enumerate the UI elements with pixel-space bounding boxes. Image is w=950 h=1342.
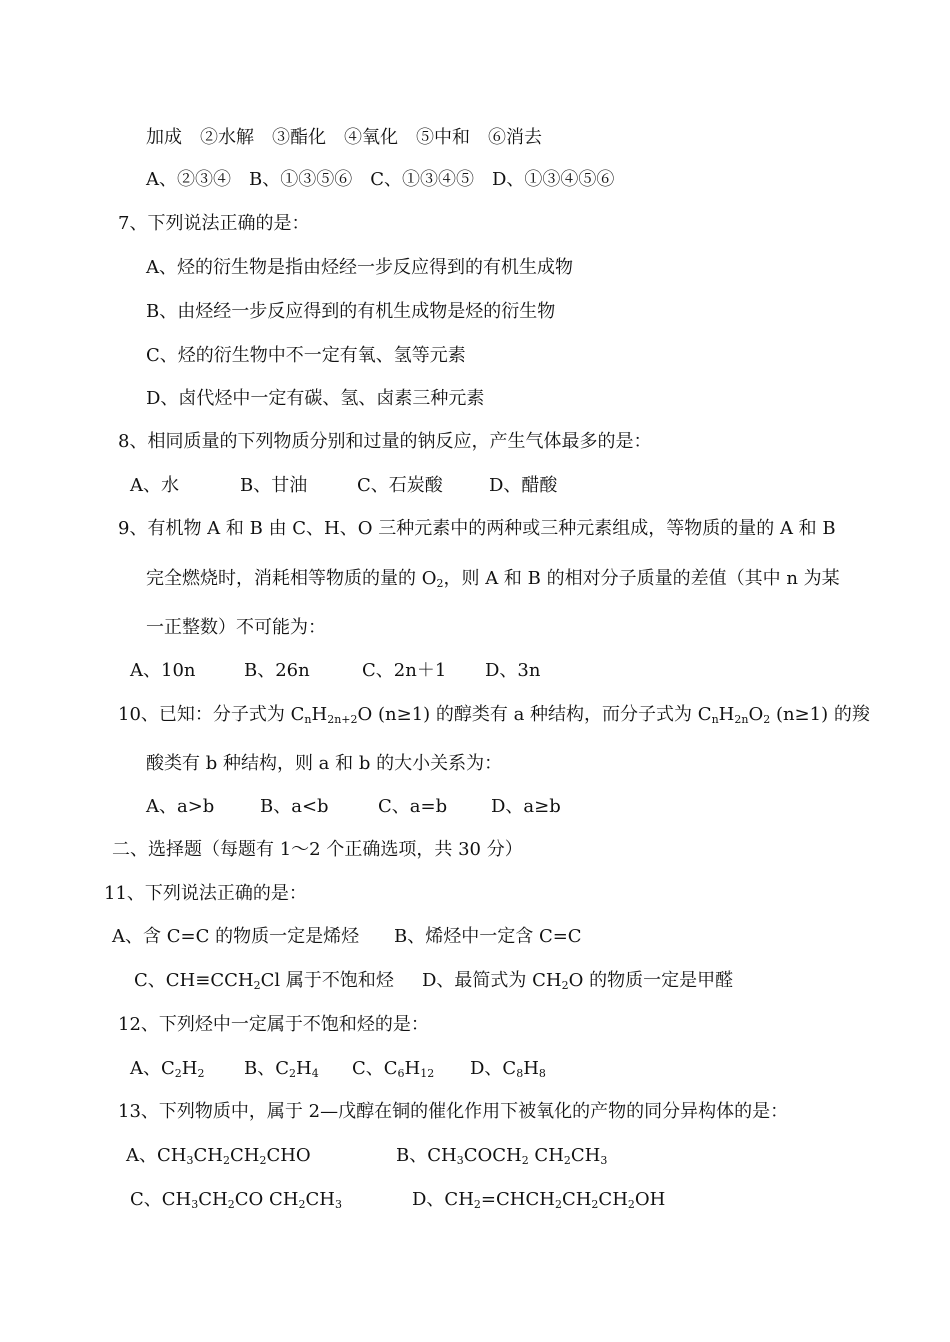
- q9-option-b: B、26n: [244, 660, 310, 681]
- q7-option-b: B、由烃经一步反应得到的有机生成物是烃的衍生物: [146, 301, 556, 322]
- q11-option-b: B、烯烃中一定含 C=C: [394, 926, 582, 947]
- q11-option-a: A、含 C=C 的物质一定是烯烃: [112, 926, 360, 947]
- q10-option-c: C、a=b: [378, 796, 448, 817]
- q10-option-d: D、a≥b: [491, 796, 561, 817]
- q12-option-a: A、$C_2H_2$: [130, 1058, 205, 1080]
- q9-option-d: D、3n: [485, 660, 541, 681]
- q9-stem-line2: 完全燃烧时，消耗相等物质的量的 $O_2$，则 A 和 B 的相对分子质量的差值（其中 n 为某: [146, 568, 840, 590]
- q6-options-list: 加成 ②水解 ③酯化 ④氧化 ⑤中和 ⑥消去: [146, 127, 542, 148]
- q13-stem: 13、下列物质中，属于 2—戊醇在铜的催化作用下被氧化的产物的同分异构体的是：: [118, 1101, 789, 1122]
- q7-stem: 7、下列说法正确的是：: [118, 213, 310, 234]
- q11-option-c: C、$CH\equiv CCH_2Cl$ 属于不饱和烃: [134, 970, 394, 992]
- q8-stem: 8、相同质量的下列物质分别和过量的钠反应，产生气体最多的是：: [118, 431, 652, 452]
- q8-option-a: A、水: [130, 475, 179, 496]
- q11-stem: 11、下列说法正确的是：: [104, 883, 307, 904]
- q8-option-d: D、醋酸: [489, 475, 558, 496]
- q11-option-d: D、最简式为 $CH_2O$ 的物质一定是甲醛: [422, 970, 734, 992]
- q7-option-c: C、烃的衍生物中不一定有氧、氢等元素: [146, 345, 466, 366]
- q9-option-c: C、2n＋1: [362, 660, 447, 681]
- q13-option-b: B、$CH_3COCH_2$ $CH_2CH_3$: [396, 1145, 608, 1167]
- q13-option-a: A、$CH_3CH_2CH_2CHO$: [126, 1145, 311, 1167]
- q7-option-a: A、烃的衍生物是指由烃经一步反应得到的有机生成物: [146, 257, 573, 278]
- q13-option-d: D、$CH_2=CHCH_2CH_2CH_2OH$: [412, 1189, 666, 1211]
- q10-option-a: A、a>b: [146, 796, 215, 817]
- q9-stem-line3: 一正整数）不可能为：: [146, 617, 326, 638]
- q9-stem-line1: 9、有机物 A 和 B 由 C、H、O 三种元素中的两种或三种元素组成，等物质的量的 A 和 B: [118, 518, 836, 539]
- q6-answer-choices: A、②③④ B、①③⑤⑥ C、①③④⑤ D、①③④⑤⑥: [146, 169, 615, 190]
- q10-option-b: B、a<b: [260, 796, 329, 817]
- q12-option-d: D、$C_8H_8$: [470, 1058, 546, 1080]
- q7-option-d: D、卤代烃中一定有碳、氢、卤素三种元素: [146, 388, 485, 409]
- q12-option-b: B、$C_2H_4$: [244, 1058, 319, 1080]
- q8-option-b: B、甘油: [240, 475, 308, 496]
- section-2-heading: 二、选择题（每题有 1～2 个正确选项，共 30 分）: [112, 839, 523, 860]
- q13-option-c: C、$CH_3CH_2CO$ $CH_2CH_3$: [130, 1189, 342, 1211]
- q8-option-c: C、石炭酸: [357, 475, 443, 496]
- q9-option-a: A、10n: [130, 660, 196, 681]
- q12-stem: 12、下列烃中一定属于不饱和烃的是：: [118, 1014, 429, 1035]
- q12-option-c: C、$C_6H_{12}$: [352, 1058, 435, 1080]
- q10-stem-line1: 10、已知：分子式为 $C_nH_{2n+2}O$ (n≥1) 的醇类有 a 种结构，而分子式为 $C_nH_{2n}O_2$ (n≥1) 的羧: [118, 704, 870, 726]
- q10-stem-line2: 酸类有 b 种结构，则 a 和 b 的大小关系为：: [146, 753, 503, 774]
